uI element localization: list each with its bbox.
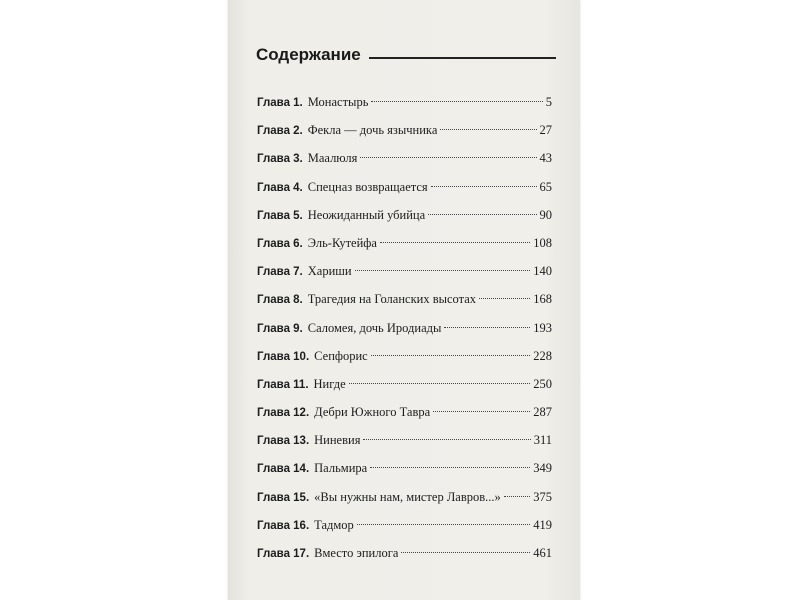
page-number: 168 xyxy=(533,292,552,307)
chapter-title: Маалюля xyxy=(307,151,358,166)
chapter-label: Глава 17. xyxy=(257,548,310,560)
page-number: 65 xyxy=(539,179,552,194)
toc-entry xyxy=(257,454,552,482)
page-number: 43 xyxy=(539,151,552,166)
page-title: Содержание xyxy=(256,45,361,64)
chapter-title: «Вы нужны нам, мистер Лавров...» xyxy=(314,489,501,504)
chapter-label: Глава 8. xyxy=(257,294,303,307)
dot-leader xyxy=(357,524,530,525)
dot-leader xyxy=(479,298,530,299)
dot-leader xyxy=(360,157,536,158)
toc-entry xyxy=(257,370,552,398)
toc-entry xyxy=(257,539,552,567)
dot-leader xyxy=(370,467,530,468)
chapter-label: Глава 15. xyxy=(257,491,310,504)
toc-header xyxy=(256,40,556,70)
chapter-title: Нигде xyxy=(313,376,346,391)
page-number: 461 xyxy=(533,546,552,560)
toc-entry xyxy=(257,483,552,511)
page-number: 228 xyxy=(533,348,552,363)
chapter-title: Фекла — дочь язычника xyxy=(307,123,438,138)
dot-leader xyxy=(433,411,530,412)
chapter-label: Глава 16. xyxy=(257,519,310,532)
chapter-title: Неожиданный убийца xyxy=(307,207,426,222)
dot-leader xyxy=(380,242,530,243)
toc-entry xyxy=(257,229,552,257)
toc-entry xyxy=(257,201,552,229)
toc-entry xyxy=(257,173,552,201)
toc-entry xyxy=(257,426,552,454)
chapter-label: Глава 3. xyxy=(257,153,303,166)
toc-entry xyxy=(257,285,552,313)
toc-entry xyxy=(257,116,552,144)
page-number: 375 xyxy=(533,489,552,504)
dot-leader xyxy=(431,186,537,187)
chapter-title: Тадмор xyxy=(314,517,354,532)
chapter-title: Саломея, дочь Иродиады xyxy=(307,320,442,335)
chapter-label: Глава 6. xyxy=(257,237,303,250)
toc-entry xyxy=(257,88,552,116)
dot-leader xyxy=(355,270,531,271)
chapter-title: Эль-Кутейфа xyxy=(307,235,377,250)
book-page xyxy=(228,0,580,600)
chapter-title: Хариши xyxy=(307,264,352,279)
toc-entry xyxy=(257,398,552,426)
dot-leader xyxy=(363,439,530,440)
chapter-label: Глава 2. xyxy=(257,125,303,138)
toc-entry xyxy=(257,314,552,342)
chapter-title: Пальмира xyxy=(314,461,368,476)
page-number: 311 xyxy=(533,433,552,448)
chapter-label: Глава 7. xyxy=(257,266,303,279)
chapter-label: Глава 11. xyxy=(257,378,309,391)
chapter-title: Вместо эпилога xyxy=(314,546,399,560)
chapter-title: Сепфорис xyxy=(314,348,368,363)
dot-leader xyxy=(349,383,531,384)
dot-leader xyxy=(504,496,530,497)
chapter-label: Глава 5. xyxy=(257,209,303,222)
page-number: 349 xyxy=(533,461,552,476)
chapter-label: Глава 10. xyxy=(257,350,310,363)
page-number: 27 xyxy=(539,123,552,138)
chapter-label: Глава 9. xyxy=(257,322,303,335)
dot-leader xyxy=(428,214,536,215)
page-number: 5 xyxy=(545,95,552,109)
title-rule xyxy=(369,57,556,59)
dot-leader xyxy=(440,129,536,130)
dot-leader xyxy=(401,552,530,553)
toc-entry xyxy=(257,342,552,370)
chapter-label: Глава 4. xyxy=(257,181,303,194)
page-number: 193 xyxy=(533,320,552,335)
dot-leader xyxy=(371,355,531,356)
dot-leader xyxy=(444,327,530,328)
page-number: 419 xyxy=(533,517,552,532)
chapter-label: Глава 13. xyxy=(257,435,310,448)
page-number: 140 xyxy=(533,264,552,279)
page-number: 287 xyxy=(533,405,552,420)
page-number: 250 xyxy=(533,376,552,391)
table-of-contents xyxy=(257,88,552,567)
chapter-label: Глава 1. xyxy=(257,97,303,109)
toc-entry xyxy=(257,511,552,539)
chapter-title: Ниневия xyxy=(314,433,361,448)
toc-entry xyxy=(257,144,552,172)
toc-entry xyxy=(257,257,552,285)
dot-leader xyxy=(371,101,542,102)
page-number: 90 xyxy=(539,207,552,222)
chapter-label: Глава 14. xyxy=(257,463,310,476)
chapter-label: Глава 12. xyxy=(257,407,310,420)
page-number: 108 xyxy=(533,235,552,250)
chapter-title: Дебри Южного Тавра xyxy=(314,405,431,420)
chapter-title: Трагедия на Голанских высотах xyxy=(307,292,477,307)
chapter-title: Монастырь xyxy=(307,95,369,109)
chapter-title: Спецназ возвращается xyxy=(307,179,428,194)
